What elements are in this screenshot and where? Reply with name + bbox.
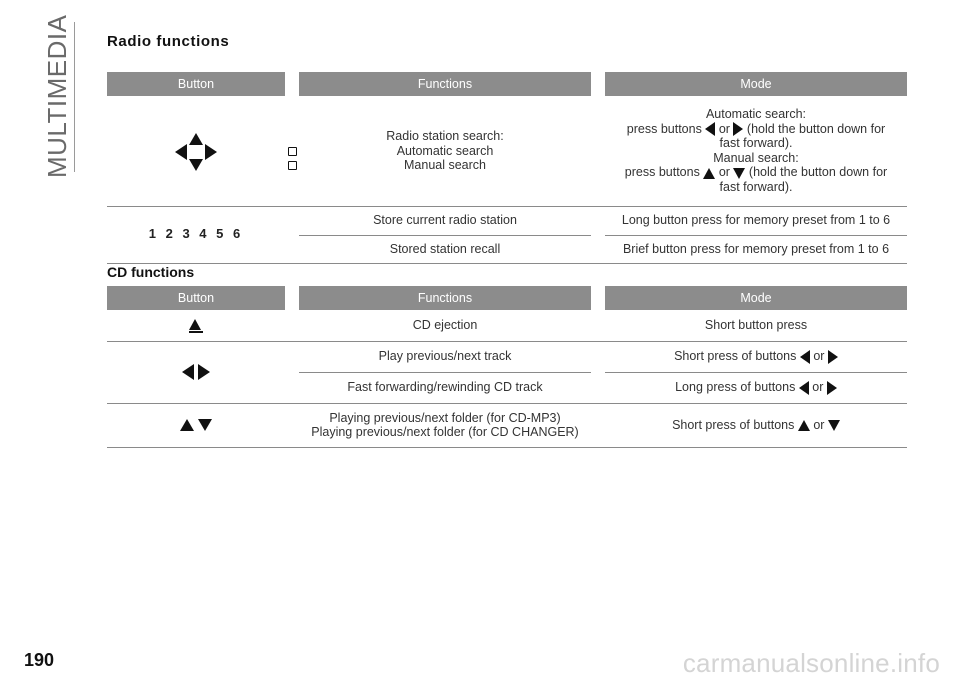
watermark: carmanualsonline.info — [682, 648, 940, 678]
table-row — [107, 403, 907, 447]
left-arrow-icon — [175, 144, 187, 160]
cell-mode: Short press of buttons or — [605, 403, 907, 447]
page-number: 190 — [24, 650, 55, 670]
cell-functions: Stored station recall — [299, 235, 591, 263]
radio-functions-title: Radio functions — [107, 33, 230, 50]
cell-functions: Store current radio station — [373, 213, 517, 228]
right-arrow-icon — [205, 144, 217, 160]
checkbox-bullet-icon — [288, 147, 297, 156]
list-item: Automatic search — [386, 144, 503, 159]
header-functions: Functions — [299, 72, 591, 96]
cell-button — [107, 310, 285, 341]
cd-functions-table — [107, 286, 907, 448]
left-arrow-icon — [800, 350, 810, 364]
page-content — [107, 30, 907, 439]
table-row — [107, 206, 907, 235]
auto-search-instruction: press buttons or (hold the button down for — [626, 121, 886, 136]
table-row — [107, 96, 907, 206]
header-mode: Mode — [605, 286, 907, 310]
up-arrow-icon — [798, 420, 810, 431]
up-arrow-icon — [703, 168, 715, 179]
cell-mode: Long button press for memory preset from 1 to 6 — [621, 213, 891, 228]
right-arrow-icon — [198, 364, 210, 380]
left-arrow-icon — [705, 122, 715, 136]
cd-functions-title: CD functions — [107, 264, 195, 280]
checkbox-bullet-icon — [288, 161, 297, 170]
search-function-list — [386, 129, 503, 173]
cell-mode: Brief button press for memory preset from 1 to 6 — [605, 235, 907, 263]
section-label: MULTIMEDIA — [42, 14, 72, 178]
preset-buttons-label: 1 2 3 4 5 6 — [148, 226, 244, 242]
down-arrow-icon — [189, 159, 203, 171]
cell-mode: Short press of buttons or — [605, 341, 907, 372]
sidebar-divider — [74, 22, 75, 172]
cell-button — [107, 341, 285, 403]
table-header-row — [107, 286, 907, 310]
cell-functions: Play previous/next track — [378, 349, 512, 364]
header-button: Button — [107, 72, 285, 96]
header-mode: Mode — [605, 72, 907, 96]
cell-button — [107, 206, 285, 263]
header-button: Button — [107, 286, 285, 310]
down-arrow-icon — [828, 420, 840, 431]
cell-mode: Long press of buttons or — [605, 372, 907, 403]
left-arrow-icon — [799, 381, 809, 395]
radio-functions-table — [107, 72, 907, 264]
cell-mode: Short button press — [605, 310, 907, 341]
cell-functions: Fast forwarding/rewinding CD track — [299, 372, 591, 403]
search-function-title: Radio station search: — [386, 129, 504, 143]
right-arrow-icon — [828, 350, 838, 364]
cell-mode: Automatic search: press buttons or (hold the button down for fast forward). Manual search: press buttons or (hold the button down for fast forward). — [605, 96, 907, 206]
cell-functions: CD ejection — [299, 310, 591, 341]
eject-icon — [189, 319, 203, 333]
cell-button — [107, 403, 285, 447]
table-header-row — [107, 72, 907, 96]
right-arrow-icon — [733, 122, 743, 136]
cell-button — [107, 96, 285, 206]
list-item: Manual search — [386, 158, 503, 173]
manual-search-title: Manual search: — [713, 150, 799, 165]
auto-search-title: Automatic search: — [705, 107, 807, 122]
manual-search-instruction: press buttons or (hold the button down for — [624, 165, 888, 180]
right-arrow-icon — [827, 381, 837, 395]
left-arrow-icon — [182, 364, 194, 380]
table-row — [107, 341, 907, 372]
arrow-buttons-cluster — [173, 131, 219, 173]
up-arrow-icon — [180, 419, 194, 431]
header-functions: Functions — [299, 286, 591, 310]
cell-functions — [299, 96, 591, 206]
down-arrow-icon — [733, 168, 745, 179]
cell-functions: Playing previous/next folder (for CD-MP3) Playing previous/next folder (for CD CHANGER) — [299, 403, 591, 447]
down-arrow-icon — [198, 419, 212, 431]
table-row — [107, 310, 907, 341]
up-arrow-icon — [189, 133, 203, 145]
